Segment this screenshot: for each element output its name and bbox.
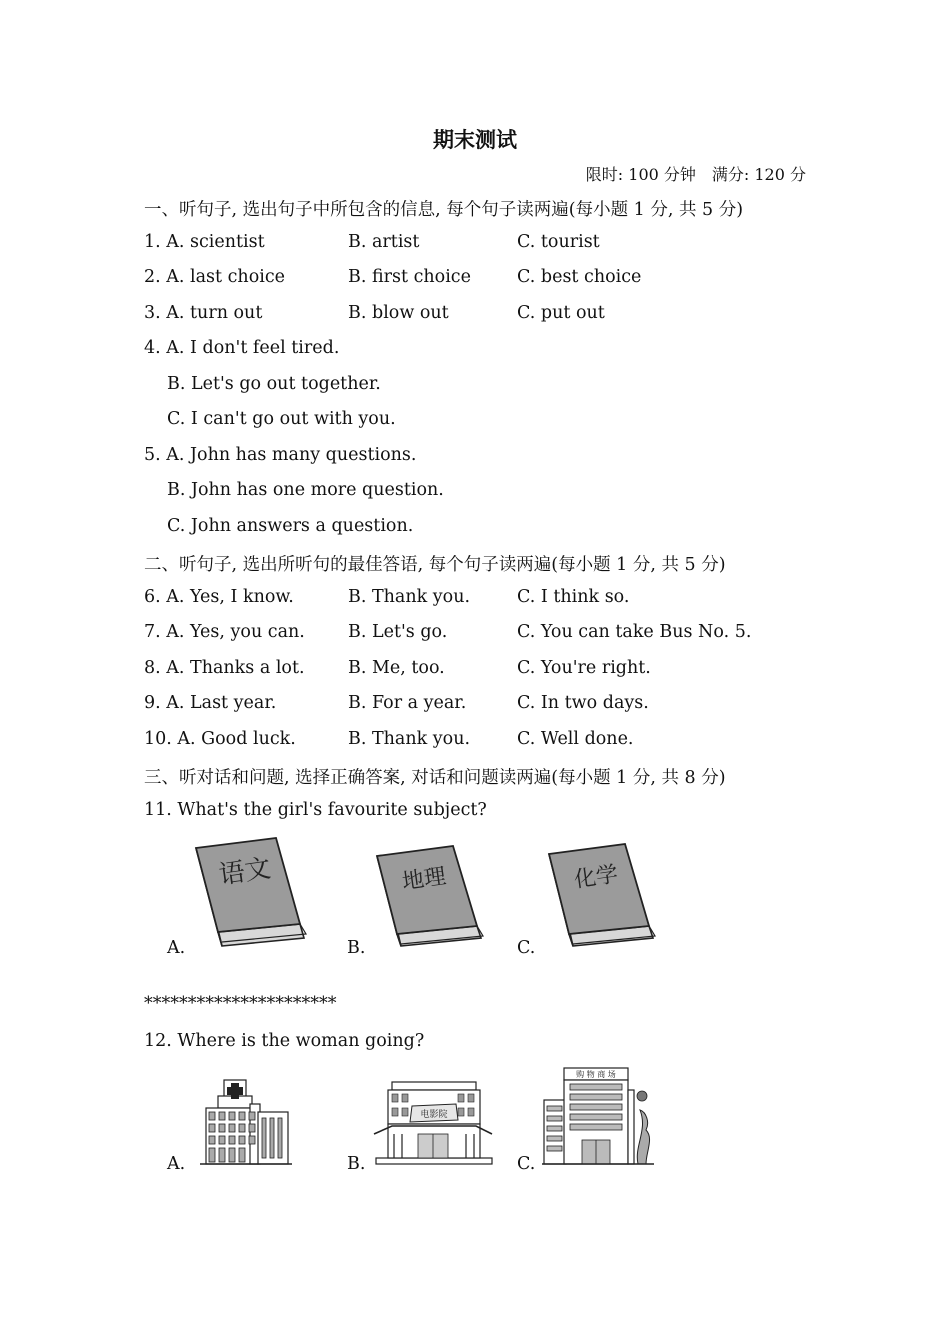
q11-label-b: B. [347,938,366,958]
shopping-mall-image [542,1066,657,1168]
hospital-image [200,1078,292,1168]
question-5-option-c: C. John answers a question. [167,516,414,536]
question-12-text: 12. Where is the woman going? [144,1031,425,1051]
section-heading-3: 三、听对话和问题, 选择正确答案, 对话和问题读两遍(每小题 1 分, 共 8 分) [144,768,726,788]
time-limit: 限时: 100 分钟 [585,165,696,184]
option-c: C. put out [517,303,605,323]
option-c: C. I think so. [517,587,630,607]
separator: ********************** [144,994,337,1014]
question-5-option-a: 5. A. John has many questions. [144,445,417,465]
option-c: C. Well done. [517,729,634,749]
q12-label-b: B. [347,1154,366,1174]
q12-label-c: C. [517,1154,536,1174]
option-c: C. You're right. [517,658,651,678]
option-b: B. Thank you. [348,587,471,607]
book-chemistry-image [545,840,660,952]
cinema-sign: 电影院 [420,1110,448,1120]
question-4-option-a: 4. A. I don't feel tired. [144,338,340,358]
exam-meta [586,162,806,185]
book-title: 语文 [217,853,273,891]
option-b: B. blow out [348,303,449,323]
option-a: 2. A. last choice [144,267,285,287]
mall-sign: 购 物 商 场 [576,1070,616,1079]
option-a: 1. A. scientist [144,232,265,252]
q11-label-c: C. [517,938,536,958]
page-title: 期末测试 [433,128,517,152]
full-score: 满分: 120 分 [711,165,806,184]
option-b: B. first choice [348,267,471,287]
option-b: B. Thank you. [348,729,471,749]
section-heading-2: 二、听句子, 选出所听句的最佳答语, 每个句子读两遍(每小题 1 分, 共 5 分) [144,555,726,575]
option-a: 6. A. Yes, I know. [144,587,294,607]
question-11-text: 11. What's the girl's favourite subject? [144,800,487,820]
option-a: 7. A. Yes, you can. [144,622,305,642]
cinema-image [372,1080,494,1168]
option-c: C. tourist [517,232,600,252]
question-4-option-c: C. I can't go out with you. [167,409,396,429]
book-title: 地理 [400,864,448,896]
option-a: 10. A. Good luck. [144,729,296,749]
question-5-option-b: B. John has one more question. [167,480,444,500]
q11-label-a: A. [167,938,186,958]
option-b: B. For a year. [348,693,467,713]
option-c: C. You can take Bus No. 5. [517,622,752,642]
section-heading-1: 一、听句子, 选出句子中所包含的信息, 每个句子读两遍(每小题 1 分, 共 5 分) [144,200,744,220]
option-a: 8. A. Thanks a lot. [144,658,305,678]
option-c: C. best choice [517,267,642,287]
option-c: C. In two days. [517,693,649,713]
book-title: 化学 [572,862,620,894]
book-chinese-image [192,834,312,952]
option-a: 9. A. Last year. [144,693,277,713]
option-b: B. Let's go. [348,622,448,642]
option-b: B. artist [348,232,420,252]
option-b: B. Me, too. [348,658,445,678]
q12-label-a: A. [167,1154,186,1174]
question-4-option-b: B. Let's go out together. [167,374,381,394]
book-geography-image [373,842,488,952]
option-a: 3. A. turn out [144,303,263,323]
